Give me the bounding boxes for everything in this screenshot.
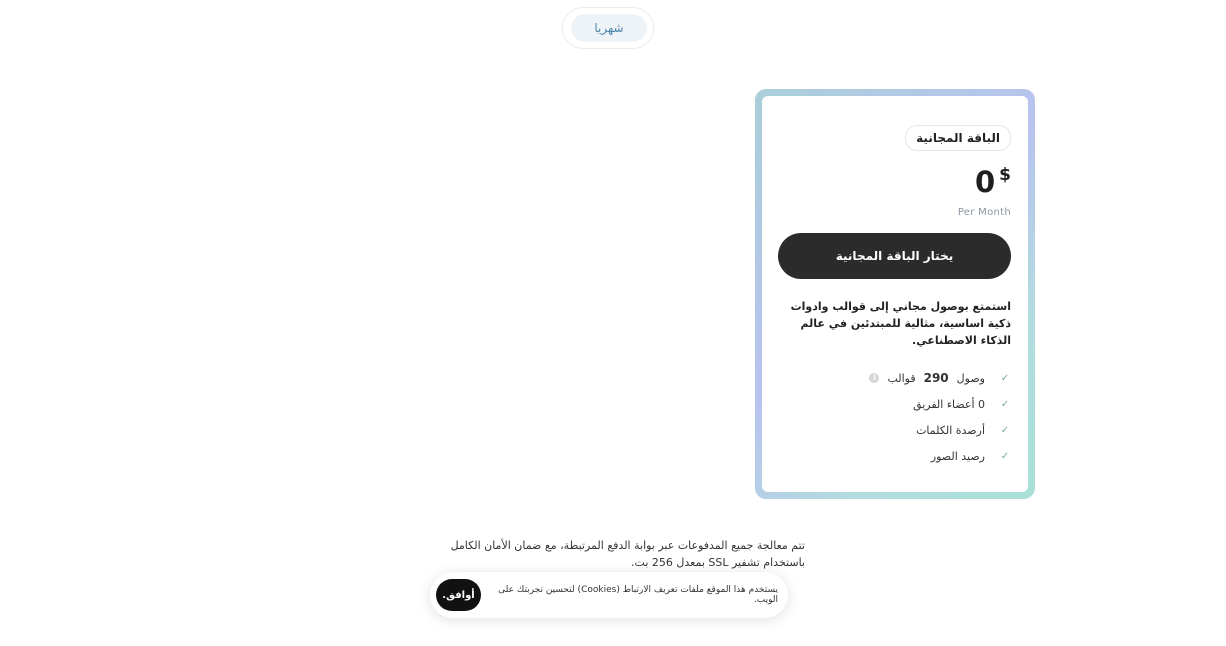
feature-list: [782, 365, 1011, 469]
monthly-toggle-button[interactable]: شهريا: [571, 14, 647, 42]
check-icon: ✓: [1000, 424, 1010, 436]
check-icon: ✓: [1000, 372, 1010, 384]
price-period: Per Month: [957, 207, 1011, 218]
info-icon[interactable]: i: [869, 373, 879, 383]
pricing-card-frame: [755, 89, 1035, 499]
feature-item-image-credits: [782, 443, 1011, 469]
feature-text: رصيد الصور: [930, 449, 985, 463]
feature-item-word-credits: [782, 417, 1011, 443]
price-currency: $: [999, 165, 1011, 185]
secure-payment-note: تتم معالجة جميع المدفوعات عبر بوابة الدفع المرتبطة، مع ضمان الأمان الكامل باستخدام تشفير SSL بمعدل 256 بت.: [450, 539, 805, 569]
feature-item-templates: [782, 365, 1011, 391]
feature-prefix: وصول: [956, 371, 985, 385]
price: [975, 164, 1011, 200]
cookie-text: يستخدم هذا الموقع ملفات تعريف الارتباط (Cookies) لتحسين تجربتك على الويب.: [498, 585, 778, 605]
price-amount: 0: [974, 165, 996, 199]
billing-toggle: [562, 7, 654, 49]
check-icon: ✓: [1000, 398, 1010, 410]
plan-badge: الباقة المجانية: [905, 125, 1011, 151]
choose-free-plan-button[interactable]: يختار الباقة المجانية: [778, 233, 1011, 279]
feature-text: 0 أعضاء الفريق: [913, 397, 985, 411]
check-icon: ✓: [1000, 450, 1010, 462]
feature-item-team-members: [782, 391, 1011, 417]
plan-description: استمتع بوصول مجاني إلى قوالب وادوات ذكية اساسية، مثالية للمبتدئين في عالم الذكاء الاصطناعي.: [790, 300, 1011, 347]
accept-cookies-button[interactable]: أوافق.: [436, 579, 481, 611]
feature-suffix: قوالب: [887, 371, 916, 385]
feature-number: 290: [923, 371, 949, 385]
free-plan-card: [762, 96, 1028, 492]
feature-text: أرصدة الكلمات: [916, 423, 985, 437]
cookie-banner: [430, 572, 788, 618]
